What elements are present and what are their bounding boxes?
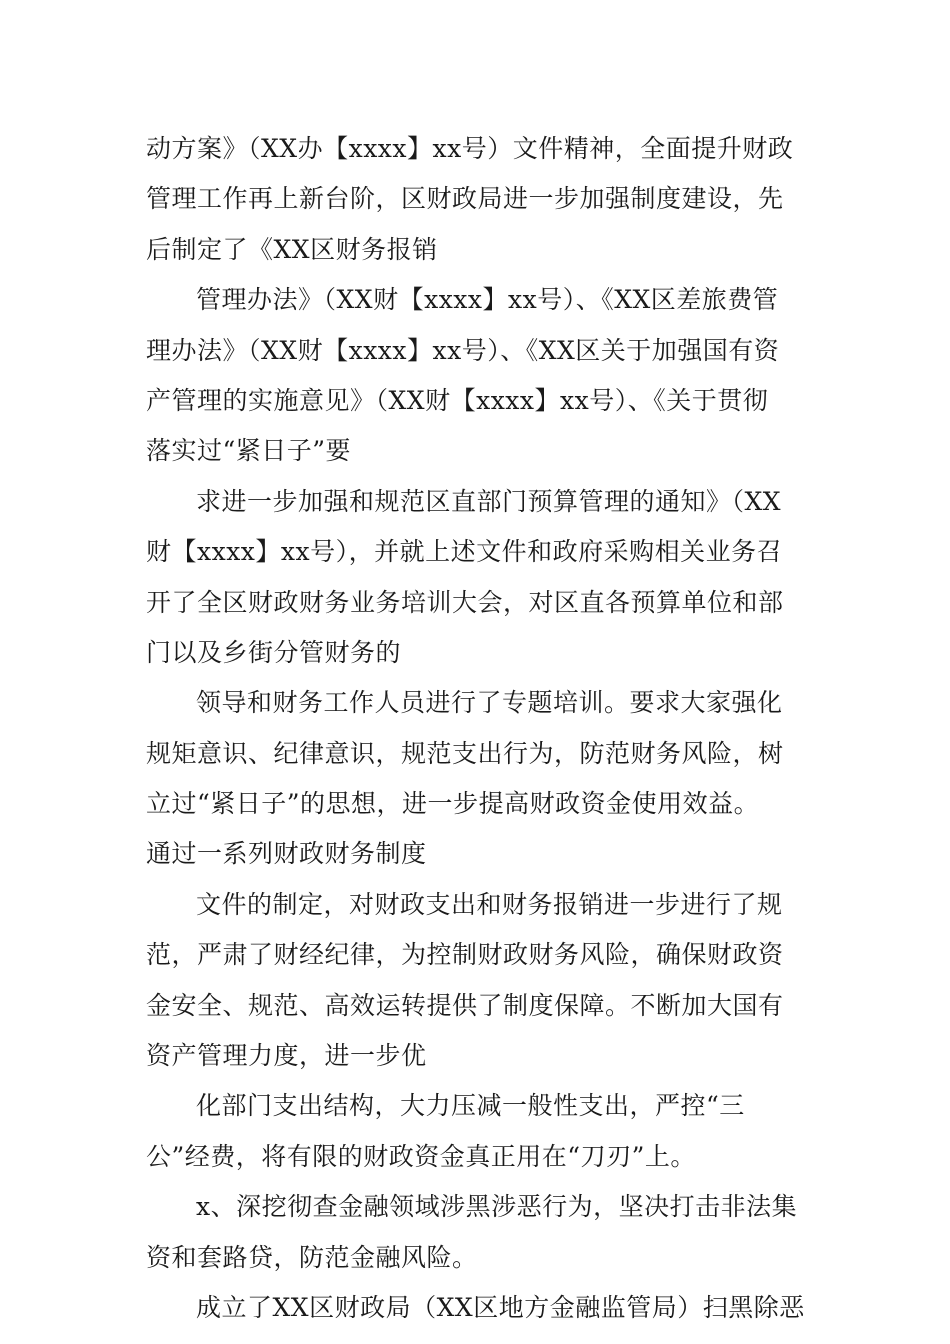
- text-line: 开了全区财政财务业务培训大会，对区直各预算单位和部: [146, 587, 784, 617]
- document-body-text: [146, 124, 806, 1333]
- text-line: 财【xxxx】xx号），并就上述文件和政府采购相关业务召: [146, 537, 783, 567]
- text-line: 产管理的实施意见》（XX财【xxxx】xx号）、《关于贯彻: [146, 385, 769, 415]
- text-line: 成立了XX区财政局（XX区地方金融监管局）扫黑除恶: [196, 1292, 805, 1322]
- text-line: 资产管理力度，进一步优: [146, 1041, 427, 1071]
- text-line: 化部门支出结构，大力压减一般性支出，严控“三: [196, 1091, 745, 1121]
- text-line: 通过一系列财政财务制度: [146, 839, 427, 869]
- text-line: 动方案》（XX办【xxxx】xx号）文件精神，全面提升财政: [146, 134, 794, 163]
- text-line: 领导和财务工作人员进行了专题培训。要求大家强化: [196, 688, 783, 718]
- text-line: 管理工作再上新台阶，区财政局进一步加强制度建设，先: [146, 184, 784, 214]
- text-line: 范，严肃了财经纪律，为控制财政财务风险，确保财政资: [146, 940, 784, 970]
- text-line: 后制定了《XX区财务报销: [146, 234, 438, 264]
- text-line: 落实过“紧日子”要: [146, 436, 352, 466]
- text-line: 文件的制定，对财政支出和财务报销进一步进行了规: [196, 889, 783, 919]
- text-line: 公”经费，将有限的财政资金真正用在“刀刃”上。: [146, 1141, 696, 1171]
- text-line: 立过“紧日子”的思想，进一步提高财政资金使用效益。: [146, 789, 760, 819]
- text-line: 金安全、规范、高效运转提供了制度保障。不断加大国有: [146, 990, 784, 1020]
- text-line: x、深挖彻查金融领域涉黑涉恶行为，坚决打击非法集: [196, 1192, 798, 1222]
- text-line: 求进一步加强和规范区直部门预算管理的通知》（XX: [196, 486, 782, 516]
- text-line: 规矩意识、纪律意识，规范支出行为，防范财务风险，树: [146, 738, 784, 768]
- text-line: 资和套路贷，防范金融风险。: [146, 1242, 478, 1272]
- text-line: 理办法》（XX财【xxxx】xx号）、《XX区关于加强国有资: [146, 335, 780, 365]
- text-line: 门以及乡街分管财务的: [146, 637, 402, 667]
- text-line: 管理办法》（XX财【xxxx】xx号）、《XX区差旅费管: [196, 285, 779, 315]
